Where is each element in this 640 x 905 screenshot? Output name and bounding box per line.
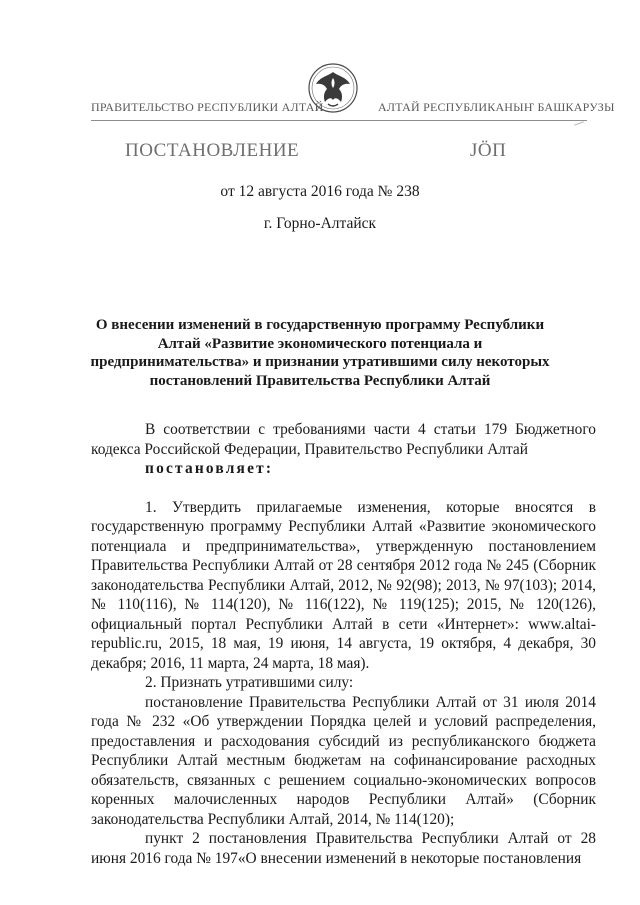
document-type-russian: ПОСТАНОВЛЕНИЕ [125, 140, 300, 161]
document-type-altai: ЈӦП [470, 140, 507, 161]
document-city: г. Горно-Алтайск [263, 215, 377, 232]
header-divider [91, 120, 587, 121]
preamble-paragraph [91, 420, 596, 479]
document-date-number: от 12 августа 2016 года № 238 [220, 183, 420, 200]
decrees-word: постановляет: [145, 460, 274, 477]
preamble-text: В соответствии с требованиями части 4 статьи 179 Бюджетного кодекса Российской Федерации, Правительство Республики Алтай [91, 421, 596, 458]
document-body [91, 420, 596, 868]
item-2b-paragraph: пункт 2 постановления Правительства Республики Алтай от 28 июня 2016 года № 197«О внесении изменений в некоторые постановления [91, 830, 596, 867]
government-name-russian: ПРАВИТЕЛЬСТВО РЕСПУБЛИКИ АЛТАЙ [91, 100, 324, 114]
document-title: О внесении изменений в государственную программу Республики Алтай «Развитие экономического потенциала и предпринимательства» и признании утратившими силу некоторых постановлений Правительства Республики Алтай [90, 317, 550, 389]
item-1-paragraph: 1. Утвердить прилагаемые изменения, которые вносятся в государственную программу Республики Алтай «Развитие экономического потенциала и предпринимательства», утвержденную постановлением Правительства Республики Алтай от 28 сентября 2012 года № 245 (Сборник законодательства Республики Алтай, 2012, № 92(98); 2013, № 97(103); 2014, № 110(116), № 114(120), № 116(122), № 119(125); 2015, № 120(126), официальный портал Республики Алтай в сети «Интернет»: www.altai-republic.ru, 2015, 18 мая, 19 июня, 14 августа, 19 октября, 4 декабря, 30 декабря; 2016, 11 марта, 24 марта, 18 мая). [91, 498, 596, 672]
item-2-paragraph: 2. Признать утратившими силу: [145, 674, 354, 691]
item-2a-paragraph: постановление Правительства Республики Алтай от 31 июля 2014 года № 232 «Об утверждении Порядка целей и условий распределения, предоставления и расходования субсидий из республиканского бюджета Республики Алтай местным бюджетам на софинансирование расходных обязательств, связанных с решением социально-экономических вопросов коренных малочисленных народов Республики Алтай» (Сборник законодательства Республики Алтай, 2014, № 114(120); [91, 693, 596, 828]
government-name-altai: АЛТАЙ РЕСПУБЛИКАНЫҤ БАШКАРУЗЫ [378, 100, 615, 114]
header-divider-mark [574, 121, 584, 125]
